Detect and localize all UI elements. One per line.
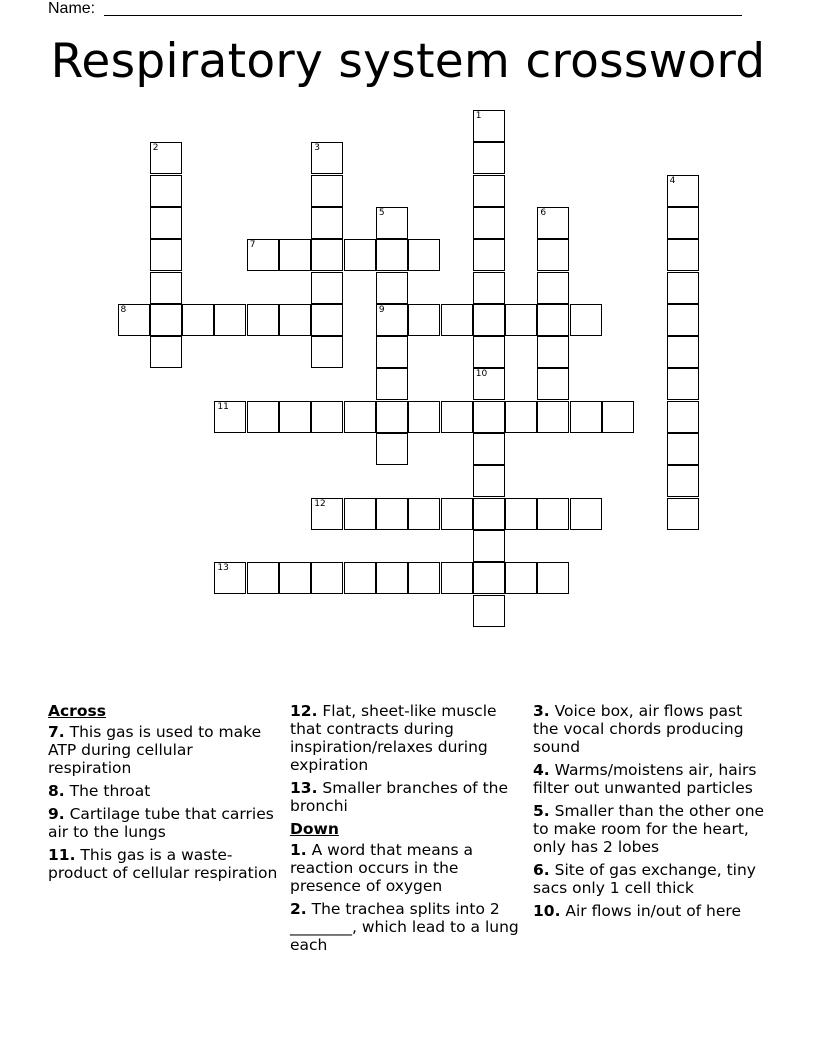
grid-cell[interactable] (473, 175, 505, 207)
grid-cell[interactable] (667, 304, 699, 336)
clue-text: The trachea splits into 2 ________, which lead to a lung each (290, 900, 519, 954)
grid-cell[interactable] (473, 368, 505, 400)
clue-number-label: 2 (152, 143, 159, 154)
clue-item (533, 802, 765, 856)
grid-cell[interactable] (311, 401, 343, 433)
grid-cell[interactable] (441, 498, 473, 530)
clue-text: This gas is a waste-product of cellular respiration (48, 846, 278, 882)
grid-cell[interactable] (667, 433, 699, 465)
grid-cell[interactable] (473, 595, 505, 627)
clue-number: 7. (48, 723, 65, 741)
grid-cell[interactable] (247, 562, 279, 594)
grid-cell[interactable] (150, 336, 182, 368)
grid-cell[interactable] (344, 498, 376, 530)
grid-cell[interactable] (247, 239, 279, 271)
clue-number-label: 6 (540, 207, 547, 218)
grid-cell[interactable] (408, 562, 440, 594)
grid-cell[interactable] (473, 336, 505, 368)
clue-number: 1. (290, 841, 307, 859)
grid-cell[interactable] (311, 142, 343, 174)
clue-item (290, 900, 522, 954)
grid-cell[interactable] (408, 304, 440, 336)
grid-cell[interactable] (473, 433, 505, 465)
clue-text: A word that means a reaction occurs in the presence of oxygen (290, 841, 474, 895)
grid-cell[interactable] (473, 304, 505, 336)
clue-number-label: 8 (120, 304, 127, 315)
grid-cell[interactable] (311, 336, 343, 368)
clue-number-label: 5 (378, 207, 385, 218)
grid-cell[interactable] (537, 562, 569, 594)
grid-cell[interactable] (376, 272, 408, 304)
clue-text: Smaller branches of the bronchi (290, 779, 509, 815)
grid-cell[interactable] (376, 368, 408, 400)
grid-cell[interactable] (505, 498, 537, 530)
grid-cell[interactable] (214, 304, 246, 336)
clue-number-label: 3 (314, 143, 321, 154)
grid-cell[interactable] (667, 207, 699, 239)
grid-cell[interactable] (311, 272, 343, 304)
clue-item (533, 761, 765, 797)
grid-cell[interactable] (667, 368, 699, 400)
clue-text: This gas is used to make ATP during cellular respiration (48, 723, 262, 777)
grid-cell[interactable] (537, 368, 569, 400)
grid-cell[interactable] (441, 562, 473, 594)
clue-number: 13. (290, 779, 318, 797)
grid-cell[interactable] (376, 336, 408, 368)
grid-cell[interactable] (214, 562, 246, 594)
grid-cell[interactable] (537, 336, 569, 368)
grid-cell[interactable] (311, 562, 343, 594)
grid-cell[interactable] (279, 401, 311, 433)
clue-number: 11. (48, 846, 76, 864)
clue-number: 10. (533, 902, 561, 920)
grid-cell[interactable] (667, 401, 699, 433)
grid-cell[interactable] (570, 498, 602, 530)
grid-cell[interactable] (344, 562, 376, 594)
grid-cell[interactable] (473, 272, 505, 304)
clue-number: 9. (48, 805, 65, 823)
grid-cell[interactable] (344, 401, 376, 433)
grid-cell[interactable] (311, 207, 343, 239)
grid-cell[interactable] (473, 239, 505, 271)
grid-cell[interactable] (537, 498, 569, 530)
clue-number-label: 9 (378, 304, 385, 315)
clue-number-label: 4 (669, 175, 676, 186)
grid-cell[interactable] (376, 433, 408, 465)
clue-text: Cartilage tube that carries air to the lungs (48, 805, 274, 841)
clue-number-label: 10 (475, 369, 488, 380)
grid-cell[interactable] (311, 239, 343, 271)
grid-cell[interactable] (473, 465, 505, 497)
grid-cell[interactable] (667, 336, 699, 368)
name-blank-line[interactable] (104, 15, 742, 16)
grid-cell[interactable] (311, 175, 343, 207)
grid-cell[interactable] (667, 272, 699, 304)
clue-text: Warms/moistens air, hairs filter out unwanted particles (533, 761, 757, 797)
clue-number: 5. (533, 802, 550, 820)
clue-number-label: 13 (217, 563, 229, 574)
grid-cell[interactable] (441, 304, 473, 336)
clue-number: 4. (533, 761, 550, 779)
grid-cell[interactable] (408, 239, 440, 271)
clue-item (48, 782, 280, 800)
grid-cell[interactable] (667, 239, 699, 271)
grid-cell[interactable] (150, 207, 182, 239)
clue-text: Air flows in/out of here (560, 902, 741, 920)
clue-item (48, 846, 280, 882)
clue-item (533, 861, 765, 897)
clue-number: 3. (533, 702, 550, 720)
grid-cell[interactable] (537, 272, 569, 304)
clue-number: 2. (290, 900, 307, 918)
grid-cell[interactable] (537, 239, 569, 271)
grid-cell[interactable] (473, 562, 505, 594)
grid-cell[interactable] (473, 142, 505, 174)
clue-item (48, 723, 280, 777)
grid-cell[interactable] (376, 498, 408, 530)
clue-item (290, 841, 522, 895)
grid-cell[interactable] (505, 562, 537, 594)
grid-cell[interactable] (537, 304, 569, 336)
grid-cell[interactable] (667, 465, 699, 497)
clue-number-label: 7 (249, 240, 256, 251)
grid-cell[interactable] (247, 304, 279, 336)
grid-cell[interactable] (537, 401, 569, 433)
clue-text: Smaller than the other one to make room for the heart, only has 2 lobes (533, 802, 765, 856)
clue-text: Flat, sheet-like muscle that contracts during inspiration/relaxes during expiration (290, 702, 497, 774)
grid-cell[interactable] (376, 304, 408, 336)
clue-item (533, 902, 765, 920)
name-label: Name: (48, 0, 96, 17)
clue-number: 6. (533, 861, 550, 879)
grid-cell[interactable] (473, 207, 505, 239)
grid-cell[interactable] (570, 401, 602, 433)
grid-cell[interactable] (279, 304, 311, 336)
grid-cell[interactable] (473, 498, 505, 530)
grid-cell[interactable] (247, 401, 279, 433)
clue-item (48, 805, 280, 841)
clue-text: Site of gas exchange, tiny sacs only 1 cell thick (533, 861, 756, 897)
grid-cell[interactable] (537, 207, 569, 239)
grid-cell[interactable] (376, 239, 408, 271)
grid-cell[interactable] (376, 401, 408, 433)
grid-cell[interactable] (473, 530, 505, 562)
clue-item (290, 702, 522, 774)
grid-cell[interactable] (150, 304, 182, 336)
grid-cell[interactable] (505, 304, 537, 336)
grid-cell[interactable] (150, 142, 182, 174)
grid-cell[interactable] (667, 175, 699, 207)
grid-cell[interactable] (311, 304, 343, 336)
grid-cell[interactable] (667, 498, 699, 530)
grid-cell[interactable] (311, 498, 343, 530)
grid-cell[interactable] (150, 239, 182, 271)
grid-cell[interactable] (150, 175, 182, 207)
clue-column-3 (533, 702, 765, 925)
grid-cell[interactable] (182, 304, 214, 336)
clue-number-label: 11 (217, 401, 229, 412)
grid-cell[interactable] (602, 401, 634, 433)
grid-cell[interactable] (214, 401, 246, 433)
grid-cell[interactable] (279, 562, 311, 594)
page-title: Respiratory system crossword (50, 34, 766, 89)
grid-cell[interactable] (441, 401, 473, 433)
clue-number-label: 12 (314, 498, 326, 509)
across-heading: Across (48, 702, 106, 720)
grid-cell[interactable] (376, 207, 408, 239)
clue-text: The throat (64, 782, 151, 800)
clue-column-1 (48, 702, 280, 887)
clue-item (290, 779, 522, 815)
clue-column-2 (290, 702, 522, 959)
clue-number: 8. (48, 782, 65, 800)
grid-cell[interactable] (473, 401, 505, 433)
grid-cell[interactable] (150, 272, 182, 304)
grid-cell[interactable] (505, 401, 537, 433)
clue-item (533, 702, 765, 756)
grid-cell[interactable] (408, 401, 440, 433)
grid-cell[interactable] (473, 110, 505, 142)
grid-cell[interactable] (376, 562, 408, 594)
grid-cell[interactable] (279, 239, 311, 271)
grid-cell[interactable] (408, 498, 440, 530)
grid-cell[interactable] (344, 239, 376, 271)
down-heading: Down (290, 820, 339, 838)
grid-cell[interactable] (570, 304, 602, 336)
clue-text: Voice box, air flows past the vocal chords producing sound (533, 702, 744, 756)
grid-cell[interactable] (118, 304, 150, 336)
clue-number: 12. (290, 702, 318, 720)
clue-number-label: 1 (475, 111, 482, 121)
